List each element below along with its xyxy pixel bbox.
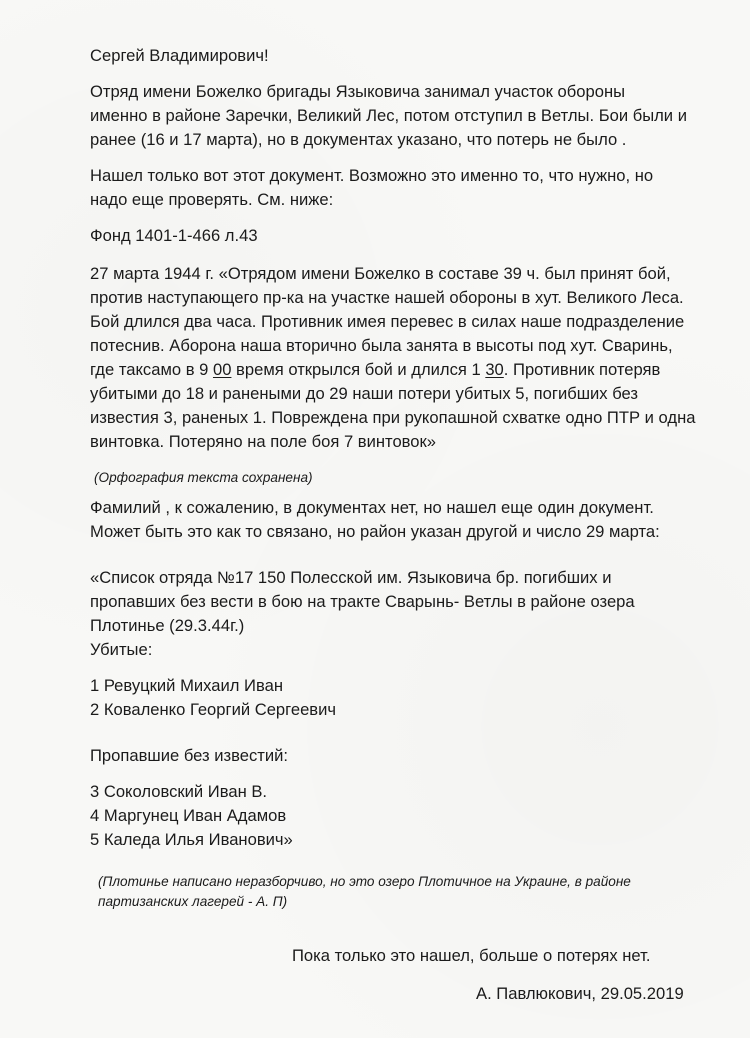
paragraph-3-line-1: Фамилий , к сожалению, в документах нет, но нашел еще один документ. — [90, 498, 654, 517]
quote-1-time-start: 00 — [212, 360, 232, 379]
spelling-note: (Орфография текста сохранена) — [94, 470, 313, 485]
killed-item-1: 1 Ревуцкий Михаил Иван — [90, 676, 284, 695]
signature-date: А. Павлюкович, 29.05.2019 — [476, 984, 684, 1003]
paragraph-1-line-3: ранее (16 и 17 марта), но в документах указано, что потерь не было . — [90, 130, 627, 149]
missing-item-3: 3 Соколовский Иван В. — [90, 782, 268, 801]
quote-1-line-2: против наступающего пр-ка на участке нашей обороны в хут. Великого Леса. — [90, 288, 684, 307]
fond-reference: Фонд 1401-1-466 л.43 — [90, 226, 258, 245]
killed-heading: Убитые: — [90, 640, 153, 659]
quote-1-line-6: убитыми до 18 и ранеными до 29 наши потери убитых 5, погибших без — [90, 384, 638, 403]
quote-1-line-8: винтовка. Потеряно на поле боя 7 винтовок» — [90, 432, 437, 451]
quote-1-line-5 — [90, 358, 660, 382]
missing-heading: Пропавшие без известий: — [90, 746, 289, 765]
quote-1-line-1: 27 марта 1944 г. «Отрядом имени Божелко в составе 39 ч. был принят бой, — [90, 264, 671, 283]
paragraph-3-line-2: Может быть это как то связано, но район указан другой и число 29 марта: — [90, 522, 660, 541]
quote-2-line-1: «Список отряда №17 150 Полесской им. Языковича бр. погибших и — [90, 568, 612, 587]
paragraph-1-line-2: именно в районе Заречки, Великий Лес, потом отступил в Ветлы. Бои были и — [90, 106, 687, 125]
quote-1-line-3: Бой длился два часа. Противник имея перевес в силах наше подразделение — [90, 312, 685, 331]
closing-remark: Пока только это нашел, больше о потерях нет. — [292, 946, 651, 965]
paragraph-2-line-2: надо еще проверять. См. ниже: — [90, 190, 334, 209]
quote-1-line-5-part-a: где таксамо в 9 — [90, 360, 213, 379]
quote-1-line-7: известия 3, раненых 1. Повреждена при рукопашной схватке одно ПТР и одна — [90, 408, 696, 427]
killed-item-2: 2 Коваленко Георгий Сергеевич — [90, 700, 337, 719]
missing-item-4: 4 Маргунец Иван Адамов — [90, 806, 287, 825]
quote-1-line-5-part-c: . Противник потеряв — [503, 360, 661, 379]
quote-1-line-4: потеснив. Аборона наша вторично была занята в высоты под хут. Сваринь, — [90, 336, 673, 355]
paragraph-2-line-1: Нашел только вот этот документ. Возможно это именно то, что нужно, но — [90, 166, 654, 185]
quote-2-line-3: Плотинье (29.3.44г.) — [90, 616, 245, 635]
quote-1-time-duration: 30 — [485, 360, 504, 379]
quote-2-line-2: пропавших без вести в бою на тракте Сварынь- Ветлы в районе озера — [90, 592, 635, 611]
paragraph-1-line-1: Отряд имени Божелко бригады Языковича занимал участок обороны — [90, 82, 626, 101]
location-note-line-1: (Плотинье написано неразборчиво, но это озеро Плотичное на Украине, в районе — [98, 874, 631, 889]
quote-1-line-5-part-b: время открылся бой и длился 1 — [231, 360, 486, 379]
salutation: Сергей Владимирович! — [90, 46, 269, 65]
missing-item-5: 5 Каледа Илья Иванович» — [90, 830, 293, 849]
location-note-line-2: партизанских лагерей - А. П) — [98, 894, 288, 909]
